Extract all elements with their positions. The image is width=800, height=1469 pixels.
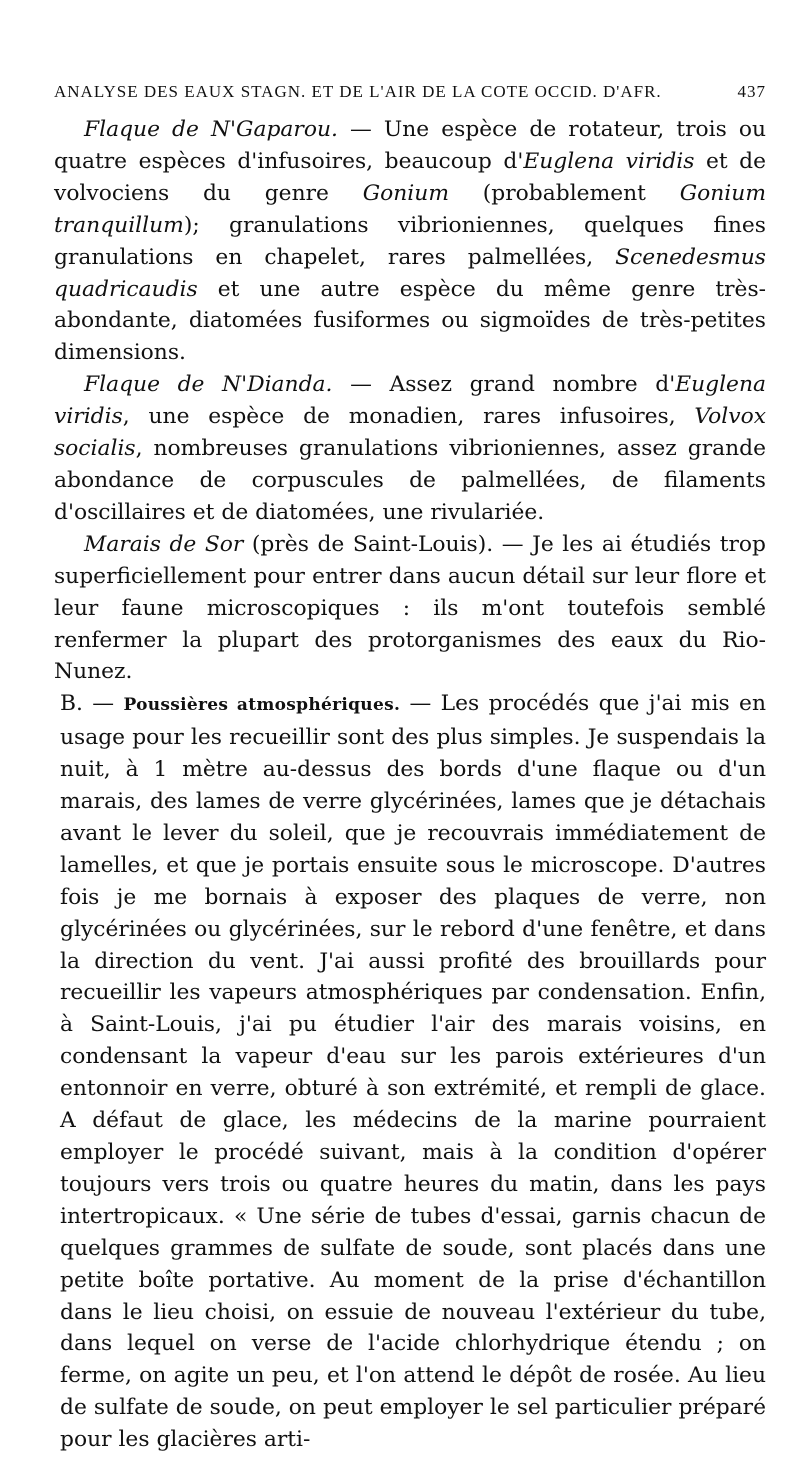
species-name: Euglena viridis	[523, 148, 695, 174]
text-run: (probablement	[449, 180, 680, 206]
species-name: Gonium tranquillum	[54, 180, 766, 238]
section-label: Flaque de N'Gaparou.	[84, 117, 338, 142]
section-label: Marais de Sor	[84, 531, 244, 557]
text-run: , nombreuses granulations vibrioniennes, assez grande abondance de corpuscules de palmellées, de filaments d'oscillaires et de diatomées, une rivulariée.	[54, 436, 766, 525]
text-run: et de volvociens du genre	[54, 148, 766, 206]
species-name: Gonium	[362, 180, 449, 206]
section-label: Flaque de N'Dianda.	[84, 372, 333, 398]
section-marker: B. —	[60, 691, 124, 717]
running-title: ANALYSE DES EAUX STAGN. ET DE L'AIR DE LA COTE OCCID. D'AFR.	[54, 82, 662, 101]
section-heading: Poussières atmosphériques.	[123, 695, 401, 716]
text-run: (près de Saint-Louis). — Je les ai étudiés trop superficiellement pour entrer dans aucun détail sur leur flore et leur faune microscopiques : ils m'ont toutefois semblé renfermer la plupart des protorganismes des eaux du Rio-Nunez.	[54, 531, 766, 685]
species-name: Scenedesmus quadricaudis	[54, 244, 766, 302]
text-run: — Les procédés que j'ai mis en usage pour les recueillir sont des plus simples. Je suspendais la nuit, à 1 mètre au-dessus des bords d'une flaque ou d'un marais, des lames de verre glycérinées, lames que je détachais avant le lever du soleil, que je recouvrais immédiatement de lamelles, et que je portais ensuite sous le microscope. D'autres fois je me bornais à exposer des plaques de verre, non glycérinées ou glycérinées, sur le rebord d'une fenêtre, et dans la direction du vent. J'ai aussi profité des brouillards pour recueillir les vapeurs atmosphériques par condensation. Enfin, à Saint-Louis, j'ai pu étudier l'air des marais voisins, en condensant la vapeur d'eau sur les parois extérieures d'un entonnoir en verre, obturé à son extrémité, et rempli de glace. A défaut de glace, les médecins de la marine pourraient employer le procédé suivant, mais à la condition d'opérer toujours vers trois ou quatre heures du matin, dans les pays intertropicaux. « Une série de tubes d'essai, garnis chacun de quelques grammes de sulfate de soude, sont placés dans une petite boîte portative. Au moment de la prise d'échantillon dans le lieu choisi, on essuie de nouveau l'extérieur du tube, dans lequel on verse de l'acide chlorhydrique étendu ; on ferme, on agite un peu, et l'on attend le dépôt de rosée. Au lieu de sulfate de soude, on peut employer le sel particulier préparé pour les glacières arti-	[60, 691, 766, 1453]
paragraph-marais-de-sor	[54, 529, 766, 689]
body-text	[54, 114, 766, 1456]
paragraph-ndianda	[54, 369, 766, 529]
running-head	[54, 82, 766, 108]
text-run: et une autre espèce du même genre très-abondante, diatomées fusiformes ou sigmoïdes de très-petites dimensions.	[54, 276, 766, 366]
species-name: Euglena viridis	[54, 372, 766, 430]
book-page	[54, 82, 766, 1456]
text-run: — Une espèce de rotateur, trois ou quatre espèces d'infusoires, beaucoup d'	[54, 117, 766, 174]
paragraph-ngaparou	[54, 114, 766, 369]
species-name: Volvox socialis	[54, 404, 766, 462]
text-run: ); granulations vibrioniennes, quelques fines granulations en chapelet, rares palmellées,	[54, 212, 766, 270]
page-number: 437	[737, 82, 766, 101]
paragraph-poussieres	[54, 688, 766, 1456]
text-run: — Assez grand nombre d'	[332, 372, 676, 398]
text-run: , une espèce de monadien, rares infusoires,	[122, 404, 695, 430]
